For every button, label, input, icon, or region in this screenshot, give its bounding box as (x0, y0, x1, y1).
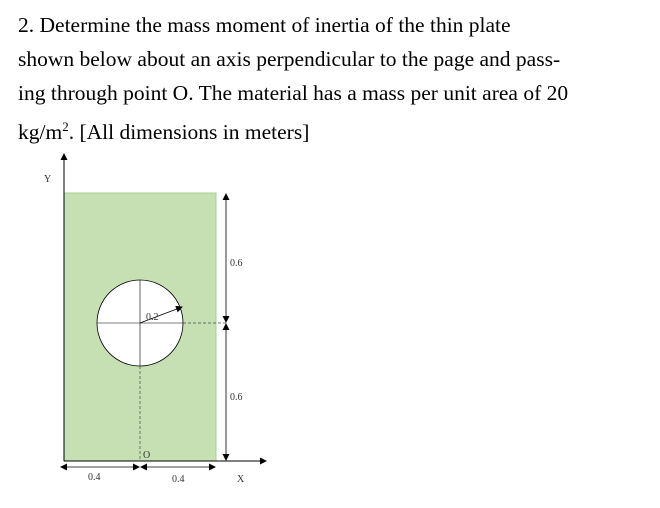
problem-line-2: shown below about an axis perpendicular to the page and pass- (18, 47, 561, 71)
dim-width-right-label: 0.4 (172, 474, 185, 485)
point-o-label: O (143, 450, 151, 461)
dim-height-top-label: 0.6 (230, 258, 243, 269)
units-kg-m: kg/m (18, 120, 63, 145)
units-exponent: 2 (62, 119, 69, 134)
problem-line-1: 2. Determine the mass moment of inertia of the thin plate (18, 13, 511, 37)
dim-height-bottom-label: 0.6 (230, 392, 243, 403)
dimensions-note: . [All dimensions in meters] (68, 120, 310, 145)
problem-line-3: ing through point O. The material has a mass per unit area of 20 (18, 81, 569, 105)
x-axis-label: X (237, 474, 245, 485)
dim-width-left-label: 0.4 (88, 472, 101, 483)
y-axis-label: Y (44, 174, 52, 185)
radius-label: 0.2 (146, 312, 159, 323)
